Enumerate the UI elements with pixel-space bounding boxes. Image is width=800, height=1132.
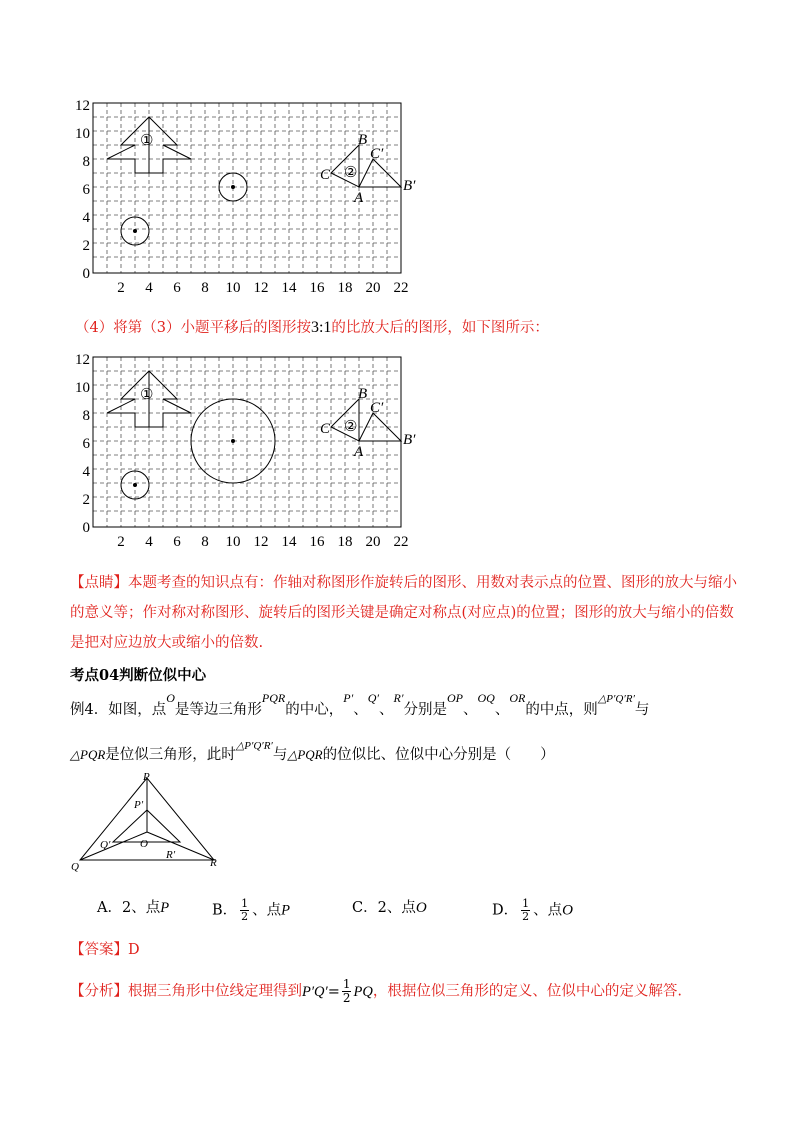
option-d[interactable]: D． $\frac{1}{2}$ 、点O — [492, 897, 573, 923]
x-tick: 12 — [253, 534, 269, 550]
y-tick: 2 — [82, 492, 90, 508]
option-a[interactable]: A．2、点P — [97, 900, 170, 916]
y-tick: 4 — [82, 464, 90, 480]
fraction-denominator: 2 — [342, 991, 351, 1005]
option-c[interactable]: C．2、点O — [352, 900, 427, 916]
fraction-denominator: 2 — [522, 910, 530, 923]
y-tick: 8 — [82, 154, 90, 170]
tri-label-P-prime: P′ — [134, 799, 144, 811]
fraction-denominator: 2 — [241, 910, 249, 923]
label-C-prime: C′ — [370, 146, 384, 162]
label-A: A — [354, 444, 364, 460]
label-C: C — [320, 167, 331, 183]
x-tick: 20 — [365, 534, 381, 550]
y-tick: 6 — [82, 182, 90, 198]
label-B-prime: B′ — [403, 178, 416, 194]
x-tick: 16 — [309, 534, 325, 550]
comment-line: 是把对应边放大或缩小的倍数. — [70, 635, 264, 651]
graph-2 — [60, 346, 420, 552]
graph-1 — [60, 92, 420, 298]
x-tick: 18 — [337, 534, 353, 550]
label-C-prime: C′ — [370, 400, 384, 416]
tri-label-P: P — [143, 771, 150, 783]
label-circled-1: ① — [140, 387, 154, 403]
x-tick: 6 — [173, 534, 181, 550]
x-tick: 14 — [281, 534, 297, 550]
label-B: B — [358, 132, 368, 148]
y-tick: 6 — [82, 436, 90, 452]
fraction-numerator: 1 — [522, 897, 530, 910]
x-tick: 12 — [253, 280, 269, 296]
tri-label-O: O — [140, 838, 148, 850]
x-tick: 8 — [201, 534, 209, 550]
comment-line: 的意义等；作对称对称图形、旋转后的图形关键是确定对称点(对应点)的位置；图形的放大与缩小的倍数 — [70, 605, 734, 621]
fraction-numerator: 1 — [342, 977, 351, 991]
x-tick: 22 — [393, 534, 409, 550]
y-tick: 10 — [75, 380, 90, 396]
y-tick: 0 — [82, 266, 90, 282]
y-tick: 8 — [82, 408, 90, 424]
label-A: A — [354, 190, 364, 206]
x-tick: 14 — [281, 280, 297, 296]
x-tick: 10 — [225, 280, 241, 296]
label-circled-2: ② — [344, 419, 358, 435]
y-tick: 12 — [75, 98, 90, 114]
triangle-figure — [68, 770, 228, 874]
y-tick: 4 — [82, 210, 90, 226]
tri-label-Q-prime: Q′ — [100, 839, 111, 851]
x-tick: 18 — [337, 280, 353, 296]
option-b[interactable]: B． $\frac{1}{2}$ 、点P — [212, 897, 291, 923]
section-title: 考点04判断位似中心 — [70, 667, 207, 684]
tri-label-Q: Q — [71, 861, 79, 873]
x-tick: 4 — [145, 534, 153, 550]
y-tick: 12 — [75, 352, 90, 368]
label-C: C — [320, 421, 331, 437]
x-tick: 6 — [173, 280, 181, 296]
comment-paragraph — [70, 568, 737, 658]
label-circled-2: ② — [344, 165, 358, 181]
example-line-1: 例4．如图，点$^O$是等边三角形$^{PQR}$的中心，$^{P'}$、$^{Q'}$、$^{R'}$分别是$^{OP}$、$^{OQ}$、$^{OR}$的中点，则$^{\triangle P'Q'R'}$与 — [70, 691, 650, 718]
tri-label-R-prime: R′ — [166, 849, 176, 861]
label-B: B — [358, 386, 368, 402]
example-line-2: △PQR是位似三角形，此时$^{\triangle P'Q'R'}$与△PQR的位似比、位似中心分别是（ ） — [70, 740, 555, 763]
x-tick: 8 — [201, 280, 209, 296]
tri-label-R: R — [210, 857, 217, 869]
x-tick: 20 — [365, 280, 381, 296]
x-tick: 2 — [117, 280, 125, 296]
fraction-numerator: 1 — [241, 897, 249, 910]
x-tick: 10 — [225, 534, 241, 550]
x-tick: 22 — [393, 280, 409, 296]
analysis: 【分析】根据三角形中位线定理得到P′Q′= $\frac{1}{2}$ PQ，根据位似三角形的定义、位似中心的定义解答. — [70, 977, 682, 1005]
x-tick: 4 — [145, 280, 153, 296]
label-B-prime: B′ — [403, 432, 416, 448]
comment-line: 【点睛】本题考查的知识点有：作轴对称图形作旋转后的图形、用数对表示点的位置、图形的放大与缩小 — [70, 575, 737, 591]
y-tick: 0 — [82, 520, 90, 536]
y-tick: 10 — [75, 126, 90, 142]
label-circled-1: ① — [140, 133, 154, 149]
x-tick: 2 — [117, 534, 125, 550]
answer: 【答案】D — [70, 942, 140, 958]
y-tick: 2 — [82, 238, 90, 254]
step4-line: （4）将第（3）小题平移后的图形按3:1的比放大后的图形，如下图所示： — [75, 319, 549, 336]
x-tick: 16 — [309, 280, 325, 296]
